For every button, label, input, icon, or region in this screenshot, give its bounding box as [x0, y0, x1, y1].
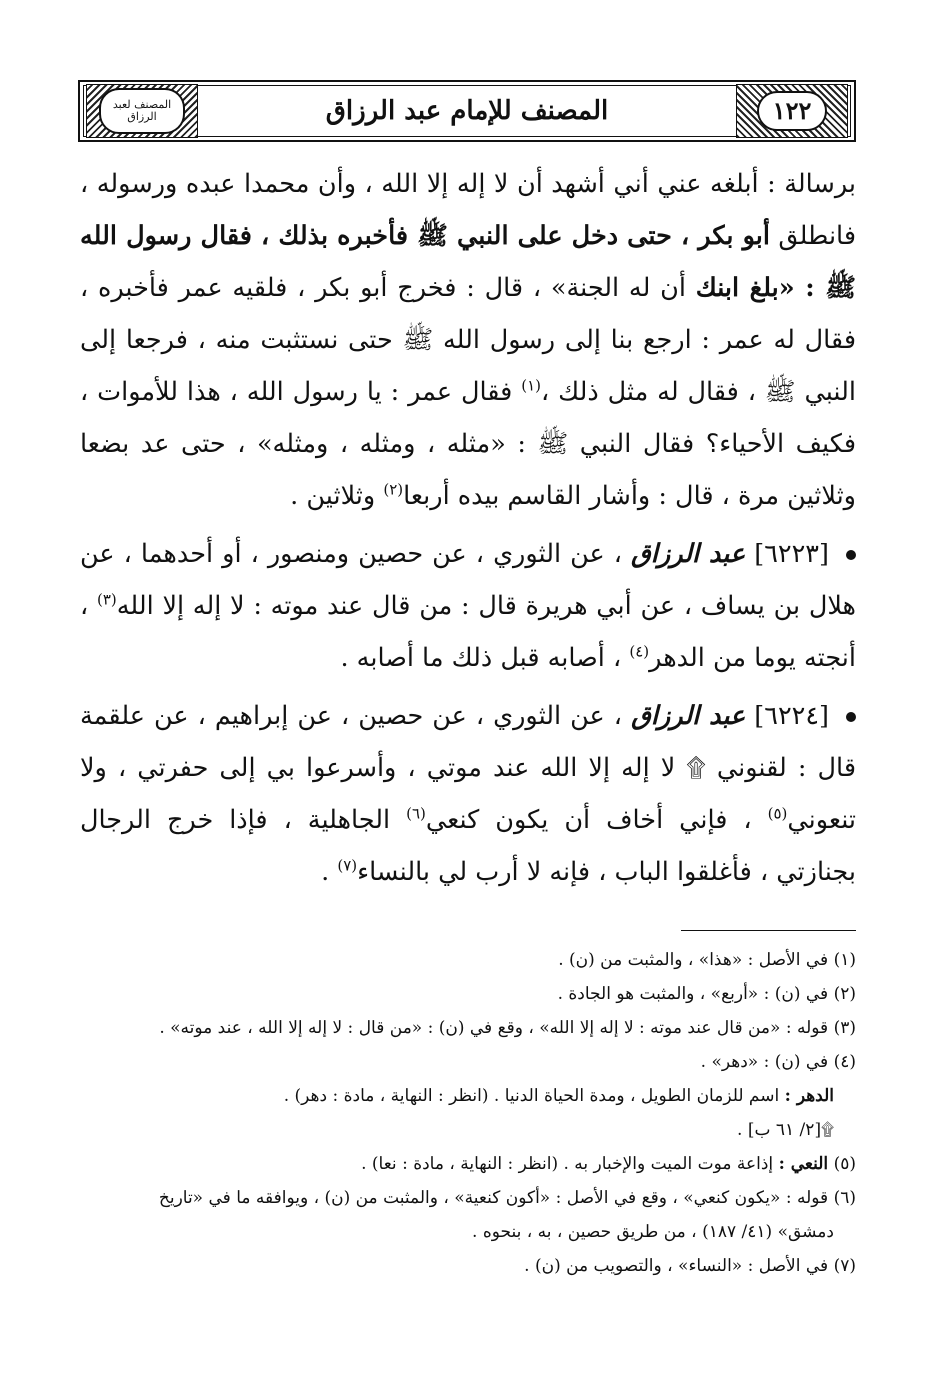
footnote-2: (٢) في (ن) : «أربع» ، والمثبت هو الجادة .: [557, 984, 856, 1004]
text-line: الدهر: [649, 643, 705, 673]
footnote-divider: [681, 930, 856, 931]
footnote-5: [80, 1149, 856, 1179]
text-line: ، أصابه قبل ذلك ما أصابه .: [340, 643, 622, 673]
footnote-ref: (١): [521, 376, 542, 395]
footnote-3: (٣) قوله : «من قال عند موته : لا إله إلا الله» ، وقع في (ن) : «من قال : لا إله إلا الله ، عند موته» .: [159, 1018, 856, 1038]
footnotes: [80, 945, 856, 1285]
footnote-ref: (٣): [96, 590, 117, 609]
page-number: ١٢٢: [757, 91, 828, 131]
footnote-ref: (٧): [337, 856, 358, 875]
footnote-1: (١) في الأصل : «هذا» ، والمثبت من (ن) .: [558, 950, 856, 970]
main-text: [80, 158, 856, 898]
bullet-icon: [846, 550, 856, 560]
text-line: يساف ، عن أبي هريرة قال : من قال عند موته : لا إله إلا الله: [116, 591, 765, 621]
text-line: ، عن الثوري ، عن حصين ، عن إبراهيم ، عن علقمة قال : لقنوني: [80, 701, 857, 783]
gloss-text: إذاعة موت الميت والإخبار به . (انظر : النهاية ، مادة : نعا) .: [361, 1154, 774, 1174]
text-line: ومثله ، ومثله» ، حتى عد بضعا وثلاثين مرة ، قال : وأشار القاسم بيده أربعا: [80, 429, 856, 511]
gloss-term: الدهر :: [784, 1086, 834, 1106]
text-line: وثلاثين .: [290, 481, 376, 511]
text-line: يكون كنعي: [425, 805, 549, 835]
text-line: برسالة : أبلغه عني أني أشهد أن لا إله إلا الله ، وأن محمدا عبده ورسوله ، فانطلق: [80, 169, 857, 251]
running-title: المصنف للإمام عبد الرزاق: [325, 96, 609, 126]
author-name: عبد الرزاق: [631, 539, 746, 569]
hadith-number: [٦٢٢٣]: [754, 539, 829, 569]
text-line: رسول الله ﷺ حتى نستثبت منه ، فرجعا إلى النبي ﷺ ، فقال له مثل ذلك ،: [80, 325, 856, 407]
footnote-7: (٧) في الأصل : «النساء» ، والتصويب من (ن) .: [524, 1256, 856, 1276]
bullet-icon: [846, 712, 856, 722]
footnote-ref: (٢): [383, 480, 404, 499]
footnote-ref: (٦): [406, 804, 426, 823]
page-number-ornament: [736, 84, 848, 138]
footnote-ref: (٥): [767, 804, 788, 823]
hadith-6224: [80, 690, 856, 898]
paragraph-continuation: [80, 158, 856, 522]
page-header: [78, 80, 856, 142]
footnote-6-continued: دمشق» (٤١/ ١٨٧) ، من طريق حصين ، به ، بنحوه .: [472, 1222, 834, 1242]
folio-mark-icon: ۩: [686, 753, 706, 783]
gloss-text: اسم للزمان الطويل ، ومدة الحياة الدنيا . (انظر : النهاية ، مادة : دهر) .: [283, 1086, 780, 1106]
author-name: عبد الرزاق: [631, 701, 746, 731]
footnote-6: (٦) قوله : «يكون كنعي» ، وقع في الأصل : «أكون كنعية» ، والمثبت من (ن) ، ويوافقه ما في «تاريخ: [158, 1188, 856, 1208]
text-line: لا إله إلا الله عند موتي ، وأسرعوا بي إلى حفرتي ، ولا تنعوني: [80, 753, 857, 835]
text-line: بالنساء: [357, 857, 430, 887]
seal-ornament: [86, 84, 198, 138]
footnote-4: (٤) في (ن) : «دهر» .: [700, 1052, 856, 1072]
text-line: ، عن الثوري ، عن حصين ومنصور ، أو أحدهما ، عن هلال بن: [80, 539, 857, 621]
folio-reference: ۩[٢/ ٦١ ب] .: [737, 1120, 834, 1140]
text-line: أن له الجنة» ، قال : فخرج أبو بكر ، فلقيه عمر فأخبره ، فقال له عمر : ارجع بنا إلى: [80, 273, 857, 355]
text-line: ، فإني أخاف أن: [564, 805, 752, 835]
footnote-ref: (٤): [629, 642, 650, 661]
text-line: الجاهلية ، فإذا خرج الرجال بجنازتي ، فأغلقوا الباب ، فإنه لا أرب لي: [80, 805, 856, 887]
hadith-number: [٦٢٢٤]: [754, 701, 829, 731]
text-line: .: [321, 857, 330, 887]
book-seal-logo: المصنف لعبد الرزاق: [99, 88, 185, 134]
footnote-4-gloss: [80, 1081, 856, 1111]
footnote-number: (٥): [833, 1154, 856, 1174]
gloss-term: النعي :: [778, 1154, 829, 1174]
hadith-6223: [80, 528, 856, 684]
text-line: فقال عمر : يا رسول الله ، هذا للأموات ، فكيف الأحياء؟ فقال النبي ﷺ : «مثله ،: [80, 377, 857, 459]
text-line: ، أنجته يوما من: [80, 591, 856, 673]
text-line: أبو بكر ، حتى دخل على النبي ﷺ فأخبره بذلك ، فقال رسول الله ﷺ : «بلغ ابنك: [80, 221, 856, 303]
